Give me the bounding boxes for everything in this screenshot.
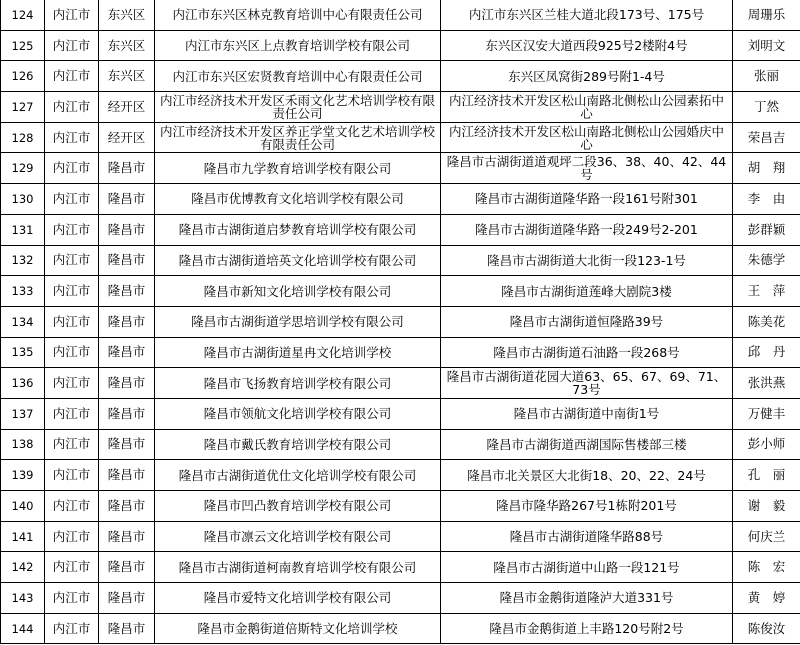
table-row bbox=[1, 0, 800, 30]
address-cell: 隆昌市古湖街道大北街一段123-1号 bbox=[441, 245, 733, 276]
address-cell: 隆昌市古湖街道西湖国际售楼部三楼 bbox=[441, 429, 733, 460]
district-cell: 隆昌市 bbox=[99, 306, 155, 337]
institution-name-cell: 内江市东兴区上点教育培训学校有限公司 bbox=[155, 30, 441, 61]
contact-person-cell: 朱德学 bbox=[733, 245, 800, 276]
city-cell: 内江市 bbox=[45, 214, 99, 245]
table-row bbox=[1, 429, 800, 460]
row-number: 133 bbox=[1, 276, 45, 307]
city-cell: 内江市 bbox=[45, 153, 99, 184]
district-cell: 隆昌市 bbox=[99, 245, 155, 276]
city-cell: 内江市 bbox=[45, 92, 99, 123]
city-cell: 内江市 bbox=[45, 122, 99, 153]
contact-person-cell: 陈美花 bbox=[733, 306, 800, 337]
district-cell: 隆昌市 bbox=[99, 491, 155, 522]
institution-name-cell: 隆昌市古湖街道优仕文化培训学校有限公司 bbox=[155, 460, 441, 491]
address-cell: 隆昌市北关景区大北街18、20、22、24号 bbox=[441, 460, 733, 491]
city-cell: 内江市 bbox=[45, 460, 99, 491]
city-cell: 内江市 bbox=[45, 306, 99, 337]
district-cell: 隆昌市 bbox=[99, 613, 155, 644]
contact-person-cell: 张丽 bbox=[733, 61, 800, 92]
contact-person-cell: 张洪燕 bbox=[733, 368, 800, 399]
row-number: 142 bbox=[1, 552, 45, 583]
table-row bbox=[1, 276, 800, 307]
row-number: 140 bbox=[1, 491, 45, 522]
district-cell: 隆昌市 bbox=[99, 153, 155, 184]
contact-person-cell: 彭群颖 bbox=[733, 214, 800, 245]
row-number: 137 bbox=[1, 398, 45, 429]
institution-name-cell: 隆昌市金鹅街道倍斯特文化培训学校 bbox=[155, 613, 441, 644]
address-cell: 内江经济技术开发区松山南路北侧松山公园婚庆中心 bbox=[441, 122, 733, 153]
institution-name-cell: 隆昌市领航文化培训学校有限公司 bbox=[155, 398, 441, 429]
institution-name-cell: 隆昌市戴氏教育培训学校有限公司 bbox=[155, 429, 441, 460]
row-number: 135 bbox=[1, 337, 45, 368]
city-cell: 内江市 bbox=[45, 245, 99, 276]
city-cell: 内江市 bbox=[45, 398, 99, 429]
district-cell: 东兴区 bbox=[99, 61, 155, 92]
contact-person-cell: 胡 翔 bbox=[733, 153, 800, 184]
table-row bbox=[1, 368, 800, 399]
row-number: 139 bbox=[1, 460, 45, 491]
table-row bbox=[1, 306, 800, 337]
institution-name-cell: 隆昌市优博教育文化培训学校有限公司 bbox=[155, 184, 441, 215]
contact-person-cell: 丁然 bbox=[733, 92, 800, 123]
institution-name-cell: 隆昌市古湖街道学思培训学校有限公司 bbox=[155, 306, 441, 337]
address-cell: 隆昌市古湖街道恒隆路39号 bbox=[441, 306, 733, 337]
institution-name-cell: 隆昌市新知文化培训学校有限公司 bbox=[155, 276, 441, 307]
city-cell: 内江市 bbox=[45, 552, 99, 583]
row-number: 130 bbox=[1, 184, 45, 215]
city-cell: 内江市 bbox=[45, 613, 99, 644]
institution-name-cell: 隆昌市凹凸教育培训学校有限公司 bbox=[155, 491, 441, 522]
contact-person-cell: 何庆兰 bbox=[733, 521, 800, 552]
institution-name-cell: 隆昌市飞扬教育培训学校有限公司 bbox=[155, 368, 441, 399]
row-number: 131 bbox=[1, 214, 45, 245]
address-cell: 隆昌市隆华路267号1栋附201号 bbox=[441, 491, 733, 522]
city-cell: 内江市 bbox=[45, 184, 99, 215]
address-cell: 隆昌市古湖街道隆华路一段249号2-201 bbox=[441, 214, 733, 245]
table-row bbox=[1, 30, 800, 61]
contact-person-cell: 荣昌吉 bbox=[733, 122, 800, 153]
district-cell: 隆昌市 bbox=[99, 583, 155, 614]
institution-name-cell: 隆昌市古湖街道启梦教育培训学校有限公司 bbox=[155, 214, 441, 245]
city-cell: 内江市 bbox=[45, 337, 99, 368]
district-cell: 隆昌市 bbox=[99, 460, 155, 491]
row-number: 144 bbox=[1, 613, 45, 644]
contact-person-cell: 孔 丽 bbox=[733, 460, 800, 491]
table-row bbox=[1, 398, 800, 429]
address-cell: 隆昌市古湖街道中山路一段121号 bbox=[441, 552, 733, 583]
institution-name-cell: 隆昌市古湖街道柯南教育培训学校有限公司 bbox=[155, 552, 441, 583]
district-cell: 隆昌市 bbox=[99, 368, 155, 399]
address-cell: 内江市东兴区兰桂大道北段173号、175号 bbox=[441, 0, 733, 30]
institution-name-cell: 内江市东兴区林克教育培训中心有限责任公司 bbox=[155, 0, 441, 30]
city-cell: 内江市 bbox=[45, 429, 99, 460]
address-cell: 内江经济技术开发区松山南路北侧松山公园素拓中心 bbox=[441, 92, 733, 123]
table-row bbox=[1, 245, 800, 276]
table-row bbox=[1, 92, 800, 123]
district-cell: 隆昌市 bbox=[99, 337, 155, 368]
row-number: 141 bbox=[1, 521, 45, 552]
institution-name-cell: 内江市经济技术开发区禾雨文化艺术培训学校有限责任公司 bbox=[155, 92, 441, 123]
city-cell: 内江市 bbox=[45, 61, 99, 92]
institution-name-cell: 隆昌市九学教育培训学校有限公司 bbox=[155, 153, 441, 184]
city-cell: 内江市 bbox=[45, 368, 99, 399]
district-cell: 隆昌市 bbox=[99, 184, 155, 215]
row-number: 138 bbox=[1, 429, 45, 460]
city-cell: 内江市 bbox=[45, 521, 99, 552]
address-cell: 东兴区汉安大道西段925号2楼附4号 bbox=[441, 30, 733, 61]
table-row bbox=[1, 184, 800, 215]
contact-person-cell: 王 萍 bbox=[733, 276, 800, 307]
address-cell: 隆昌市金鹅街道隆泸大道331号 bbox=[441, 583, 733, 614]
row-number: 132 bbox=[1, 245, 45, 276]
address-cell: 隆昌市古湖街道隆华路一段161号附301 bbox=[441, 184, 733, 215]
row-number: 134 bbox=[1, 306, 45, 337]
city-cell: 内江市 bbox=[45, 276, 99, 307]
city-cell: 内江市 bbox=[45, 30, 99, 61]
address-cell: 隆昌市古湖街道石油路一段268号 bbox=[441, 337, 733, 368]
city-cell: 内江市 bbox=[45, 0, 99, 30]
institution-name-cell: 隆昌市古湖街道培英文化培训学校有限公司 bbox=[155, 245, 441, 276]
institution-name-cell: 隆昌市爱特文化培训学校有限公司 bbox=[155, 583, 441, 614]
row-number: 127 bbox=[1, 92, 45, 123]
city-cell: 内江市 bbox=[45, 583, 99, 614]
row-number: 124 bbox=[1, 0, 45, 30]
institution-name-cell: 内江市经济技术开发区养正学堂文化艺术培训学校有限责任公司 bbox=[155, 122, 441, 153]
district-cell: 隆昌市 bbox=[99, 429, 155, 460]
contact-person-cell: 周珊乐 bbox=[733, 0, 800, 30]
table-body bbox=[1, 0, 800, 644]
district-cell: 隆昌市 bbox=[99, 214, 155, 245]
institution-name-cell: 隆昌市凛云文化培训学校有限公司 bbox=[155, 521, 441, 552]
row-number: 136 bbox=[1, 368, 45, 399]
table-row bbox=[1, 552, 800, 583]
table-row bbox=[1, 122, 800, 153]
district-cell: 隆昌市 bbox=[99, 552, 155, 583]
address-cell: 隆昌市古湖街道隆华路88号 bbox=[441, 521, 733, 552]
table-row bbox=[1, 214, 800, 245]
district-cell: 隆昌市 bbox=[99, 398, 155, 429]
table-row bbox=[1, 337, 800, 368]
table-row bbox=[1, 460, 800, 491]
contact-person-cell: 李 由 bbox=[733, 184, 800, 215]
district-cell: 经开区 bbox=[99, 122, 155, 153]
district-cell: 东兴区 bbox=[99, 30, 155, 61]
table-row bbox=[1, 613, 800, 644]
row-number: 143 bbox=[1, 583, 45, 614]
address-cell: 隆昌市古湖街道中南街1号 bbox=[441, 398, 733, 429]
table-row bbox=[1, 153, 800, 184]
address-cell: 隆昌市古湖街道道观坪二段36、38、40、42、44号 bbox=[441, 153, 733, 184]
row-number: 129 bbox=[1, 153, 45, 184]
contact-person-cell: 谢 毅 bbox=[733, 491, 800, 522]
table-row bbox=[1, 491, 800, 522]
row-number: 126 bbox=[1, 61, 45, 92]
row-number: 128 bbox=[1, 122, 45, 153]
district-cell: 经开区 bbox=[99, 92, 155, 123]
address-cell: 隆昌市古湖街道花园大道63、65、67、69、71、73号 bbox=[441, 368, 733, 399]
table-row bbox=[1, 61, 800, 92]
address-cell: 隆昌市古湖街道莲峰大剧院3楼 bbox=[441, 276, 733, 307]
district-cell: 隆昌市 bbox=[99, 521, 155, 552]
institution-name-cell: 隆昌市古湖街道星冉文化培训学校 bbox=[155, 337, 441, 368]
institution-name-cell: 内江市东兴区宏贤教育培训中心有限责任公司 bbox=[155, 61, 441, 92]
contact-person-cell: 黄 婷 bbox=[733, 583, 800, 614]
district-cell: 隆昌市 bbox=[99, 276, 155, 307]
address-cell: 隆昌市金鹅街道上丰路120号附2号 bbox=[441, 613, 733, 644]
contact-person-cell: 邱 丹 bbox=[733, 337, 800, 368]
district-cell: 东兴区 bbox=[99, 0, 155, 30]
table-row bbox=[1, 583, 800, 614]
contact-person-cell: 万健丰 bbox=[733, 398, 800, 429]
address-cell: 东兴区凤窝街289号附1-4号 bbox=[441, 61, 733, 92]
table-row bbox=[1, 521, 800, 552]
contact-person-cell: 彭小师 bbox=[733, 429, 800, 460]
row-number: 125 bbox=[1, 30, 45, 61]
contact-person-cell: 陈 宏 bbox=[733, 552, 800, 583]
contact-person-cell: 陈俊汝 bbox=[733, 613, 800, 644]
contact-person-cell: 刘明文 bbox=[733, 30, 800, 61]
city-cell: 内江市 bbox=[45, 491, 99, 522]
